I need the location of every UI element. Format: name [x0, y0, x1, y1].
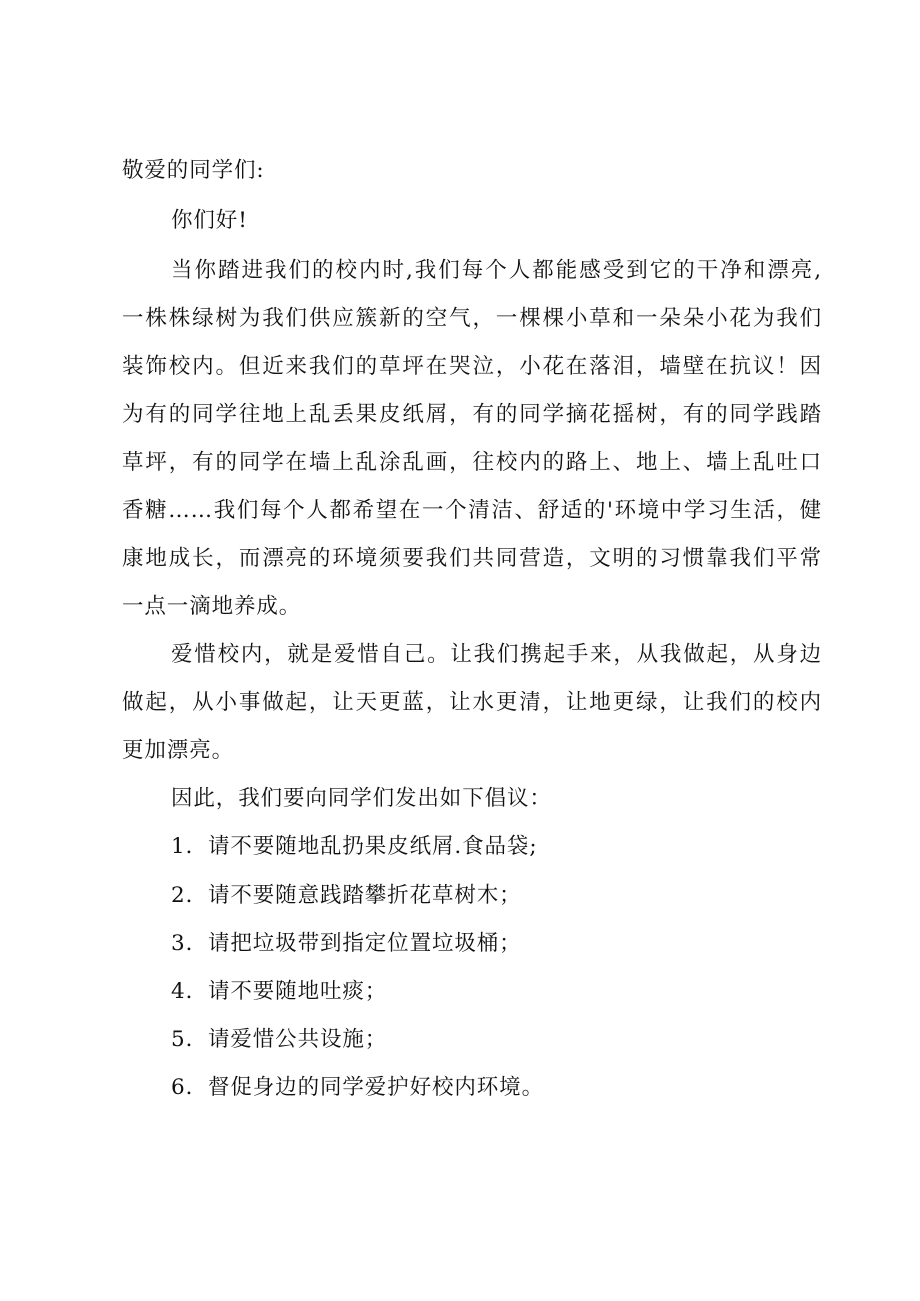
paragraph-line: 装饰校内。但近来我们的草坪在哭泣，小花在落泪，墙壁在抗议！因: [122, 354, 822, 379]
paragraph-line: 为有的同学往地上乱丢果皮纸屑，有的同学摘花摇树，有的同学践踏: [122, 402, 822, 427]
paragraph-line: 更加漂亮。: [122, 738, 235, 763]
list-item: 3．请把垃圾带到指定位置垃圾桶；: [171, 931, 522, 956]
salutation: 敬爱的同学们:: [122, 158, 265, 183]
list-item: 6．督促身边的同学爱护好校内环境。: [171, 1075, 544, 1100]
paragraph-line: 当你踏进我们的校内时,我们每个人都能感受到它的干净和漂亮,: [171, 258, 822, 283]
list-item: 1．请不要随地乱扔果皮纸屑.食品袋;: [171, 834, 538, 859]
paragraph-line: 一株株绿树为我们供应簇新的空气，一棵棵小草和一朵朵小花为我们: [122, 306, 822, 331]
paragraph-line: 做起，从小事做起，让天更蓝，让水更清，让地更绿，让我们的校内: [122, 690, 822, 715]
proposal-intro: 因此，我们要向同学们发出如下倡议：: [171, 786, 552, 811]
list-item: 5．请爱惜公共设施；: [171, 1027, 388, 1052]
list-item: 2．请不要随意践踏攀折花草树木；: [171, 883, 522, 908]
greeting: 你们好!: [171, 208, 248, 233]
paragraph-line: 香糖……我们每个人都希望在一个清洁、舒适的'环境中学习生活，健: [122, 498, 822, 523]
list-item: 4．请不要随地吐痰；: [171, 979, 388, 1004]
paragraph-line: 爱惜校内，就是爱惜自己。让我们携起手来，从我做起，从身边: [171, 642, 822, 667]
paragraph-line: 康地成长，而漂亮的环境须要我们共同营造，文明的习惯靠我们平常: [122, 546, 822, 571]
paragraph-line: 一点一滴地养成。: [122, 594, 302, 619]
paragraph-line: 草坪，有的同学在墙上乱涂乱画，往校内的路上、地上、墙上乱吐口: [122, 450, 822, 475]
